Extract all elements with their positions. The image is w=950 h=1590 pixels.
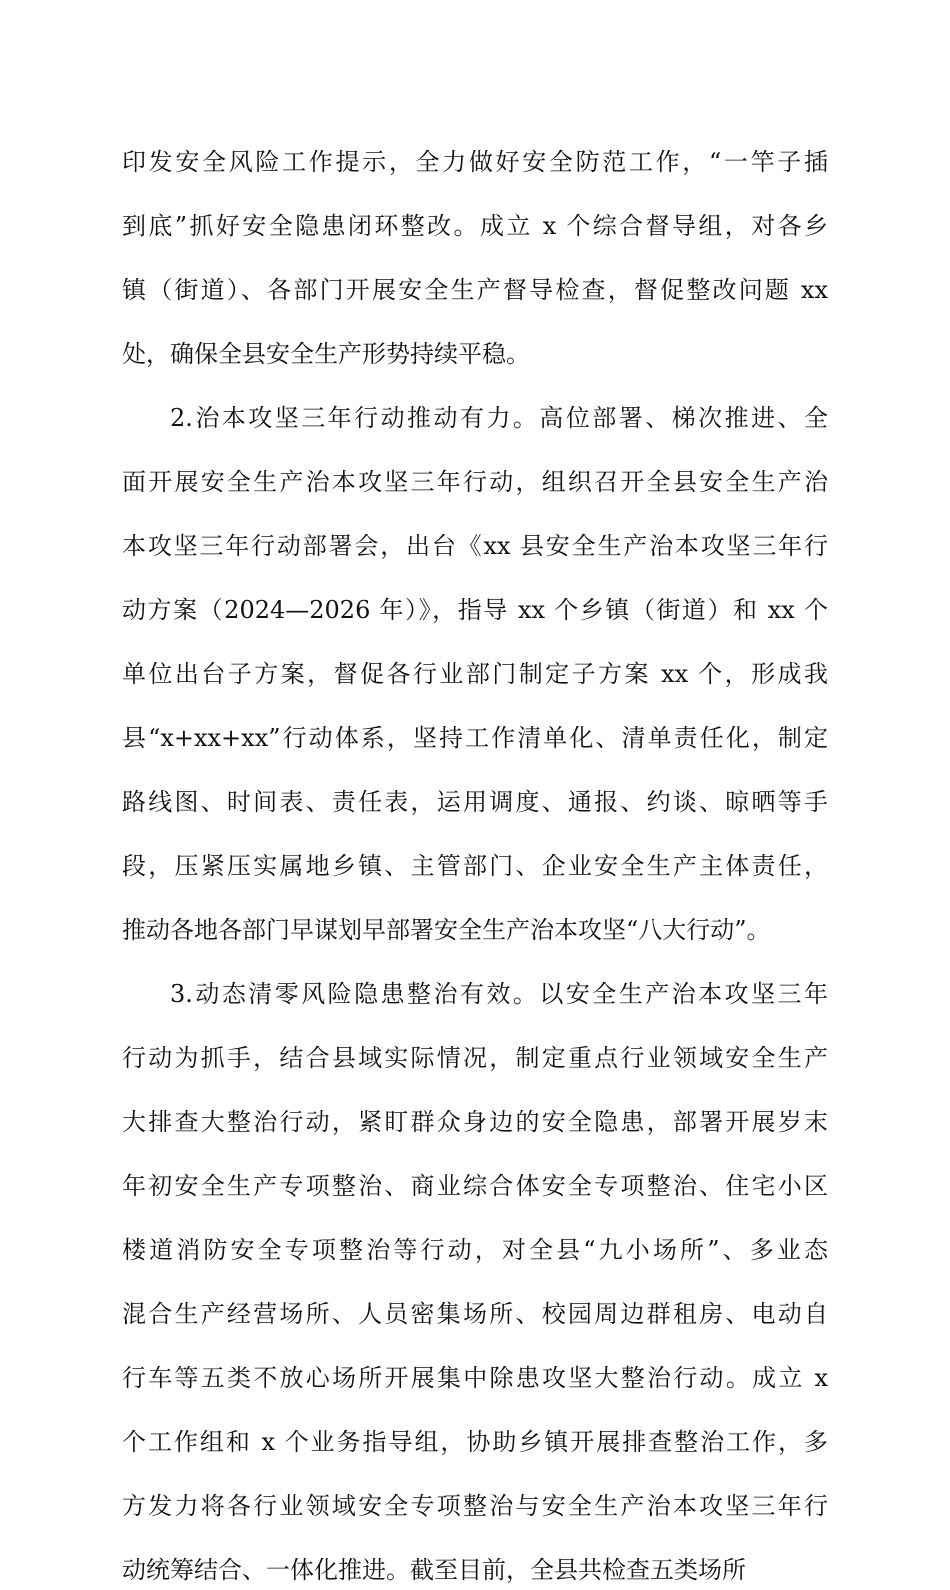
text-line: 年初安全生产专项整治、商业综合体安全专项整治、住宅小区: [122, 1172, 828, 1200]
text-line: 本攻坚三年行动部署会，出台《xx 县安全生产治本攻坚三年行: [122, 532, 828, 560]
text-line: 县“x+xx+xx”行动体系，坚持工作清单化、清单责任化，制定: [122, 724, 828, 752]
document-body: [122, 142, 828, 1590]
text-line: 3.动态清零风险隐患整治有效。以安全生产治本攻坚三年: [170, 980, 828, 1008]
paragraph-continuation: [122, 142, 828, 374]
text-line: 混合生产经营场所、人员密集场所、校园周边群租房、电动自: [122, 1300, 828, 1328]
text-line: 行动为抓手，结合县域实际情况，制定重点行业领域安全生产: [122, 1044, 828, 1072]
text-line: 到底”抓好安全隐患闭环整改。成立 x 个综合督导组，对各乡: [122, 212, 828, 240]
text-line: 方发力将各行业领域安全专项整治与安全生产治本攻坚三年行: [122, 1492, 828, 1520]
text-line: 行车等五类不放心场所开展集中除患攻坚大整治行动。成立 x: [122, 1364, 828, 1392]
paragraph-item-3: [122, 974, 828, 1590]
text-line: 单位出台子方案，督促各行业部门制定子方案 xx 个，形成我: [122, 660, 828, 688]
text-line: 面开展安全生产治本攻坚三年行动，组织召开全县安全生产治: [122, 468, 828, 496]
text-line: 动方案（2024—2026 年）》，指导 xx 个乡镇（街道）和 xx 个: [122, 596, 828, 624]
text-line: 路线图、时间表、责任表，运用调度、通报、约谈、晾晒等手: [122, 788, 828, 816]
text-line: 段，压紧压实属地乡镇、主管部门、企业安全生产主体责任，: [122, 852, 828, 880]
text-line: 镇（街道）、各部门开展安全生产督导检查，督促整改问题 xx: [122, 276, 828, 304]
text-line: 处，确保全县安全生产形势持续平稳。: [122, 340, 530, 368]
text-line: 推动各地各部门早谋划早部署安全生产治本攻坚“八大行动”。: [122, 916, 771, 944]
text-line: 2.治本攻坚三年行动推动有力。高位部署、梯次推进、全: [170, 404, 828, 432]
text-line: 楼道消防安全专项整治等行动，对全县“九小场所”、多业态: [122, 1236, 828, 1264]
text-line: 动统筹结合、一体化推进。截至目前，全县共检查五类场所: [122, 1556, 746, 1584]
text-line: 大排查大整治行动，紧盯群众身边的安全隐患，部署开展岁末: [122, 1108, 828, 1136]
text-line: 个工作组和 x 个业务指导组，协助乡镇开展排查整治工作，多: [122, 1428, 828, 1456]
paragraph-item-2: [122, 398, 828, 950]
text-line: 印发安全风险工作提示，全力做好安全防范工作，“一竿子插: [122, 148, 828, 176]
